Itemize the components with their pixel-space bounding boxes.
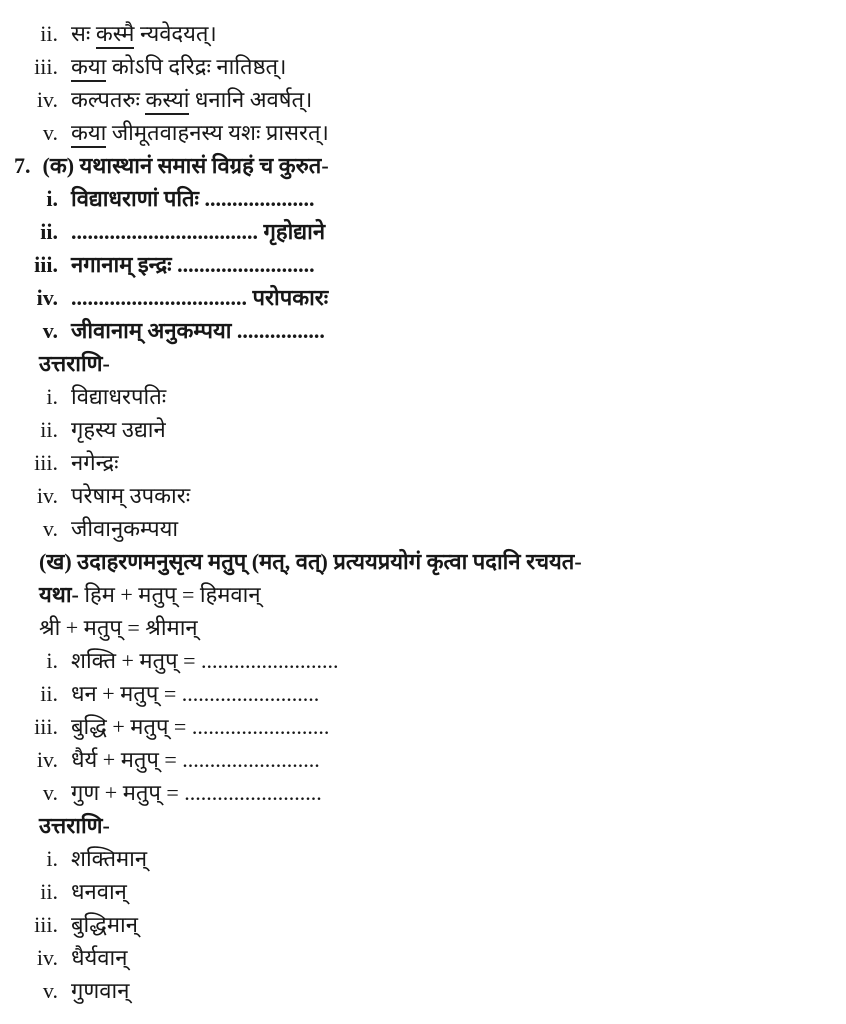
blank-text: गुण + मतुप् = ......................... <box>71 780 322 805</box>
item-numeral: ii. <box>40 879 58 904</box>
item-numeral: v. <box>42 516 58 541</box>
answer-text: धनवान् <box>71 879 127 904</box>
sentence-post: धनानि अवर्षत्। <box>189 87 313 112</box>
underlined-word: कया <box>71 120 106 148</box>
blank-item <box>0 644 846 677</box>
item-numeral: v. <box>42 780 58 805</box>
sentence-post: जीमूतवाहनस्य यशः प्रासरत्। <box>106 120 329 145</box>
sentence-item <box>0 17 846 50</box>
blank-text: धैर्य + मतुप् = ......................... <box>71 747 320 772</box>
blank-text: जीवानाम् अनुकम्पया ................ <box>71 318 325 343</box>
part-b-heading: (ख) उदाहरणमनुसृत्य मतुप् (मत्, वत्) प्रत्ययप्रयोगं कृत्वा पदानि रचयत- <box>39 549 582 574</box>
sentence-item <box>0 50 846 83</box>
answer-text: शक्तिमान् <box>71 846 148 871</box>
blank-text: विद्याधराणां पतिः .................... <box>71 186 315 211</box>
item-numeral: ii. <box>40 681 58 706</box>
answer-text: परेषाम् उपकारः <box>71 483 191 508</box>
sentence-text <box>71 17 217 50</box>
item-numeral: i. <box>46 846 58 871</box>
answer-text: धैर्यवान् <box>71 945 128 970</box>
answers-heading: उत्तराणि- <box>39 351 110 376</box>
item-numeral: iv. <box>36 87 58 112</box>
blank-text: नगानाम् इन्द्रः ......................... <box>71 252 315 277</box>
item-numeral: iv. <box>36 483 58 508</box>
answer-item <box>0 512 846 545</box>
answer-item <box>0 842 846 875</box>
item-numeral: ii. <box>40 417 58 442</box>
sentence-post: कोऽपि दरिद्रः नातिष्ठत्। <box>106 54 287 79</box>
item-numeral: v. <box>42 978 58 1003</box>
answer-item <box>0 941 846 974</box>
underlined-word: कया <box>71 54 106 82</box>
example-text: हिम + मतुप् = हिमवान् <box>78 582 261 607</box>
answers-heading: उत्तराणि- <box>39 813 110 838</box>
item-numeral: ii. <box>40 21 58 46</box>
answer-text: बुद्धिमान् <box>71 912 138 937</box>
item-numeral: iv. <box>36 285 58 310</box>
example-label: यथा- <box>39 582 79 607</box>
sentence-pre: सः <box>71 21 96 46</box>
item-numeral: iv. <box>36 747 58 772</box>
answer-text: गृहस्य उद्याने <box>71 417 166 442</box>
sentence-item <box>0 83 846 116</box>
item-numeral: iii. <box>34 54 58 79</box>
sentence-text <box>71 83 312 116</box>
answer-item <box>0 380 846 413</box>
answer-text: गुणवान् <box>71 978 130 1003</box>
sentence-post: न्यवेदयत्। <box>134 21 217 46</box>
blank-text: ................................ परोपकारः <box>71 285 329 310</box>
blank-item <box>0 182 846 215</box>
blank-text: शक्ति + मतुप् = ......................... <box>71 648 339 673</box>
question-number: 7. <box>14 153 31 178</box>
blank-item <box>0 710 846 743</box>
item-numeral: iii. <box>34 714 58 739</box>
answer-item <box>0 908 846 941</box>
item-numeral: iii. <box>34 252 58 277</box>
answer-item <box>0 413 846 446</box>
part-a-heading: (क) यथास्थानं समासं विग्रहं च कुरुत- <box>42 153 329 178</box>
item-numeral: ii. <box>40 219 58 244</box>
blank-item <box>0 281 846 314</box>
item-numeral: i. <box>46 186 58 211</box>
blank-item <box>0 743 846 776</box>
sentence-pre: कल्पतरुः <box>71 87 146 112</box>
item-numeral: i. <box>46 648 58 673</box>
blank-text: .................................. गृहोद्याने <box>71 219 326 244</box>
answer-text: नगेन्द्रः <box>71 450 119 475</box>
example-text: श्री + मतुप् = श्रीमान् <box>39 615 198 640</box>
blank-item <box>0 314 846 347</box>
item-numeral: iii. <box>34 912 58 937</box>
sentence-text <box>71 116 329 149</box>
example-line <box>0 578 846 611</box>
blank-text: धन + मतुप् = ......................... <box>71 681 320 706</box>
underlined-word: कस्मै <box>96 21 135 49</box>
answer-item <box>0 974 846 1007</box>
item-numeral: v. <box>42 120 58 145</box>
answer-text: जीवानुकम्पया <box>71 516 179 541</box>
blank-item <box>0 776 846 809</box>
item-numeral: i. <box>46 384 58 409</box>
answer-item <box>0 479 846 512</box>
blank-text: बुद्धि + मतुप् = ......................... <box>71 714 330 739</box>
item-numeral: iv. <box>36 945 58 970</box>
answer-item <box>0 446 846 479</box>
sentence-text <box>71 50 286 83</box>
answer-item <box>0 875 846 908</box>
sentence-item <box>0 116 846 149</box>
item-numeral: v. <box>42 318 58 343</box>
blank-item <box>0 248 846 281</box>
example-line <box>0 611 846 644</box>
question-7-heading <box>0 149 846 182</box>
answer-text: विद्याधरपतिः <box>71 384 167 409</box>
blank-item <box>0 215 846 248</box>
underlined-word: कस्यां <box>145 87 189 115</box>
item-numeral: iii. <box>34 450 58 475</box>
blank-item <box>0 677 846 710</box>
